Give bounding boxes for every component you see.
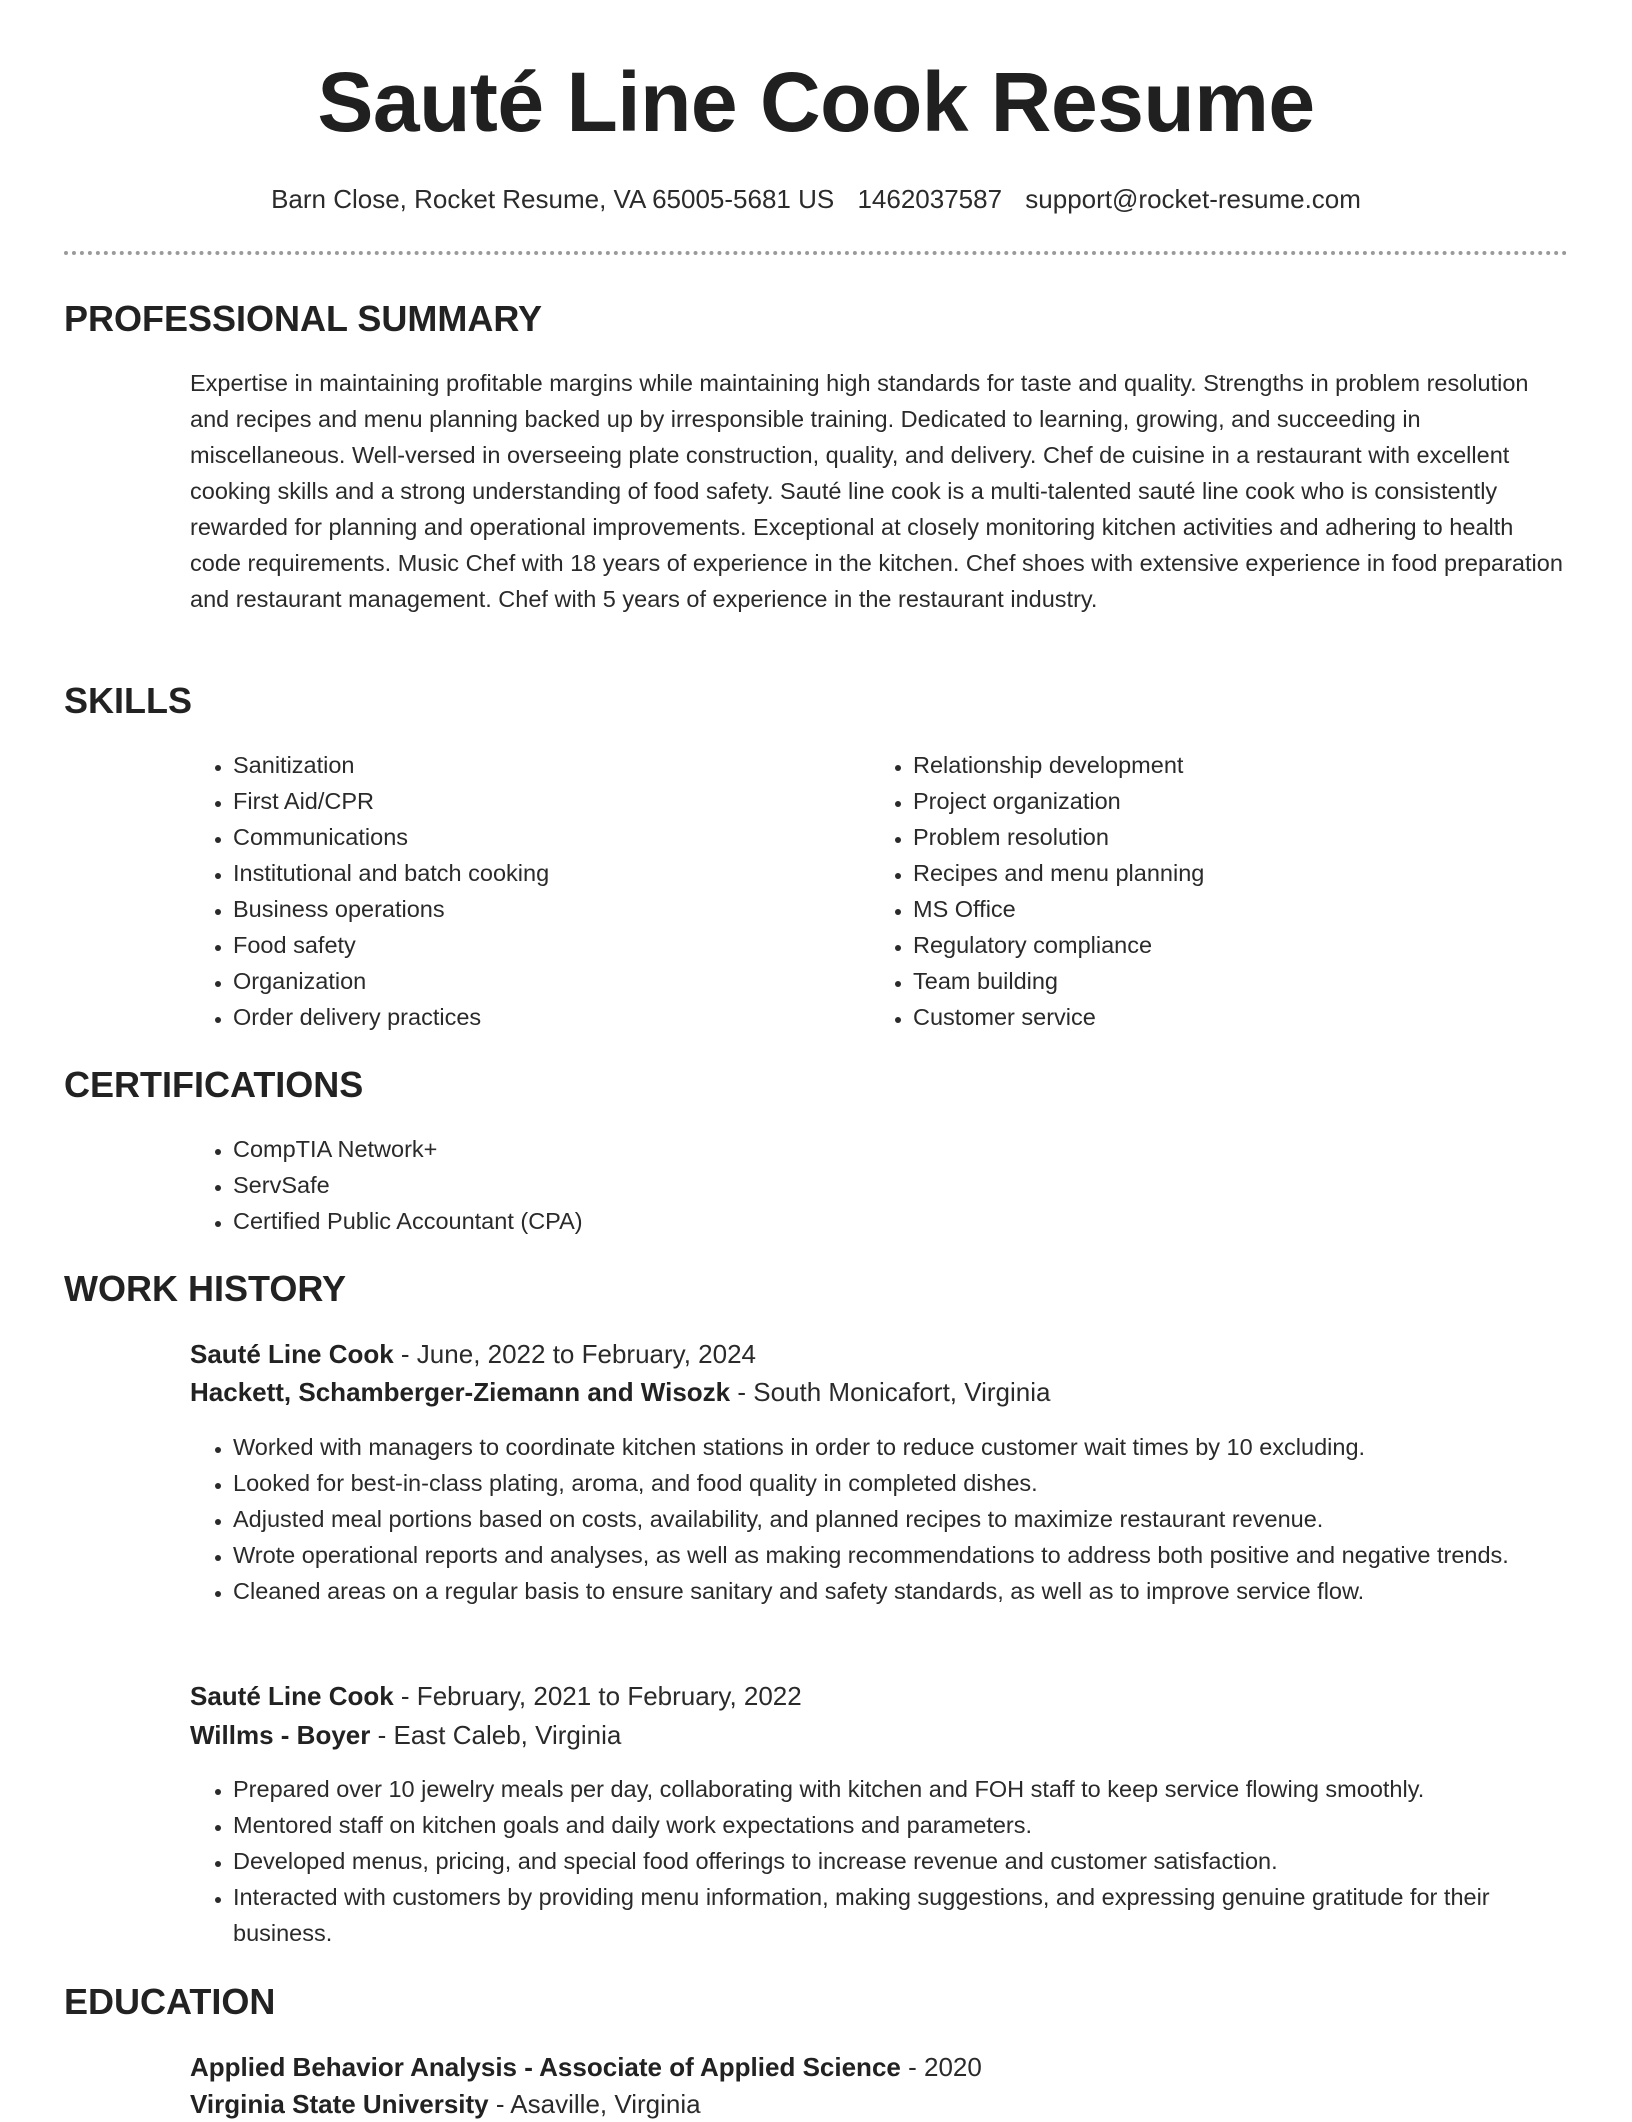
job-company-line xyxy=(190,1374,1050,1410)
skills-list-left xyxy=(190,747,813,1035)
job-location: - South Monicafort, Virginia xyxy=(730,1377,1051,1407)
job-title: Sauté Line Cook xyxy=(190,1339,394,1369)
list-item: • Prepared over 10 jewelry meals per day, collaborating with kitchen and FOH staff to keep service flowing smoothly. xyxy=(233,1771,1573,1807)
job-title-line xyxy=(190,1336,756,1372)
list-item: • MS Office xyxy=(913,891,1513,927)
skills-heading: SKILLS xyxy=(64,680,193,721)
education-school-line xyxy=(190,2086,701,2122)
list-item: • ServSafe xyxy=(233,1167,1233,1203)
job-title: Sauté Line Cook xyxy=(190,1681,394,1711)
list-item: • Food safety xyxy=(233,927,813,963)
education-degree: Applied Behavior Analysis - Associate of Applied Science xyxy=(190,2052,901,2082)
skills-list-right xyxy=(870,747,1513,1035)
summary-text: Expertise in maintaining profitable margins while maintaining high standards for taste and quality. Strengths in problem resolution and recipes and menu planning backed up by irresponsible training. Dedicated to learning, growing, and succeeding in miscellaneous. Well-versed in overseeing plate construction, quality, and delivery. Chef de cuisine in a restaurant with excellent cooking skills and a strong understanding of food safety. Sauté line cook is a multi-talented sauté line cook who is consistently rewarded for planning and operational improvements. Exceptional at closely monitoring kitchen activities and adhering to health code requirements. Music Chef with 18 years of experience in the kitchen. Chef shoes with extensive experience in food preparation and restaurant management. Chef with 5 years of experience in the restaurant industry. xyxy=(190,370,1563,612)
education-heading: EDUCATION xyxy=(64,1981,276,2022)
certifications-list xyxy=(190,1131,1233,1239)
list-item: • Team building xyxy=(913,963,1513,999)
job-bullets xyxy=(190,1429,1573,1609)
list-item: • Recipes and menu planning xyxy=(913,855,1513,891)
list-item: • First Aid/CPR xyxy=(233,783,813,819)
contact-email: support@rocket-resume.com xyxy=(1025,184,1361,214)
education-year: - 2020 xyxy=(900,2052,982,2082)
summary-heading: PROFESSIONAL SUMMARY xyxy=(64,298,543,339)
list-item: • Worked with managers to coordinate kitchen stations in order to reduce customer wait times by 10 excluding. xyxy=(233,1429,1573,1465)
list-item: • Customer service xyxy=(913,999,1513,1035)
work-history-heading: WORK HISTORY xyxy=(64,1268,347,1309)
job-dates: - June, 2022 to February, 2024 xyxy=(393,1339,757,1369)
list-item: • Relationship development xyxy=(913,747,1513,783)
job-company-line xyxy=(190,1717,621,1753)
list-item: • Problem resolution xyxy=(913,819,1513,855)
job-company: Hackett, Schamberger-Ziemann and Wisozk xyxy=(190,1377,731,1407)
header-divider xyxy=(64,251,1568,255)
list-item: • Organization xyxy=(233,963,813,999)
list-item: • Order delivery practices xyxy=(233,999,813,1035)
contact-phone: 1462037587 xyxy=(857,184,1003,214)
contact-address: Barn Close, Rocket Resume, VA 65005-5681 US xyxy=(271,184,835,214)
list-item: • Communications xyxy=(233,819,813,855)
list-item: • Developed menus, pricing, and special food offerings to increase revenue and customer satisfaction. xyxy=(233,1843,1573,1879)
list-item: • Interacted with customers by providing menu information, making suggestions, and expressing genuine gratitude for their business. xyxy=(233,1879,1573,1951)
certifications-heading: CERTIFICATIONS xyxy=(64,1064,364,1105)
contact-line xyxy=(0,181,1632,217)
list-item: • CompTIA Network+ xyxy=(233,1131,1233,1167)
list-item: • Sanitization xyxy=(233,747,813,783)
list-item: • Institutional and batch cooking xyxy=(233,855,813,891)
education-school: Virginia State University xyxy=(190,2089,489,2119)
resume-title: Sauté Line Cook Resume xyxy=(317,55,1315,149)
list-item: • Project organization xyxy=(913,783,1513,819)
list-item: • Mentored staff on kitchen goals and daily work expectations and parameters. xyxy=(233,1807,1573,1843)
list-item: • Looked for best-in-class plating, aroma, and food quality in completed dishes. xyxy=(233,1465,1573,1501)
list-item: • Certified Public Accountant (CPA) xyxy=(233,1203,1233,1239)
education-location: - Asaville, Virginia xyxy=(488,2089,701,2119)
list-item: • Wrote operational reports and analyses, as well as making recommendations to address both positive and negative trends. xyxy=(233,1537,1573,1573)
list-item: • Regulatory compliance xyxy=(913,927,1513,963)
list-item: • Business operations xyxy=(233,891,813,927)
list-item: • Cleaned areas on a regular basis to ensure sanitary and safety standards, as well as to improve service flow. xyxy=(233,1573,1573,1609)
job-location: - East Caleb, Virginia xyxy=(370,1720,622,1750)
education-degree-line xyxy=(190,2049,982,2085)
job-bullets xyxy=(190,1771,1573,1951)
job-company: Willms - Boyer xyxy=(190,1720,371,1750)
job-dates: - February, 2021 to February, 2022 xyxy=(393,1681,802,1711)
job-title-line xyxy=(190,1678,802,1714)
list-item: • Adjusted meal portions based on costs, availability, and planned recipes to maximize restaurant revenue. xyxy=(233,1501,1573,1537)
